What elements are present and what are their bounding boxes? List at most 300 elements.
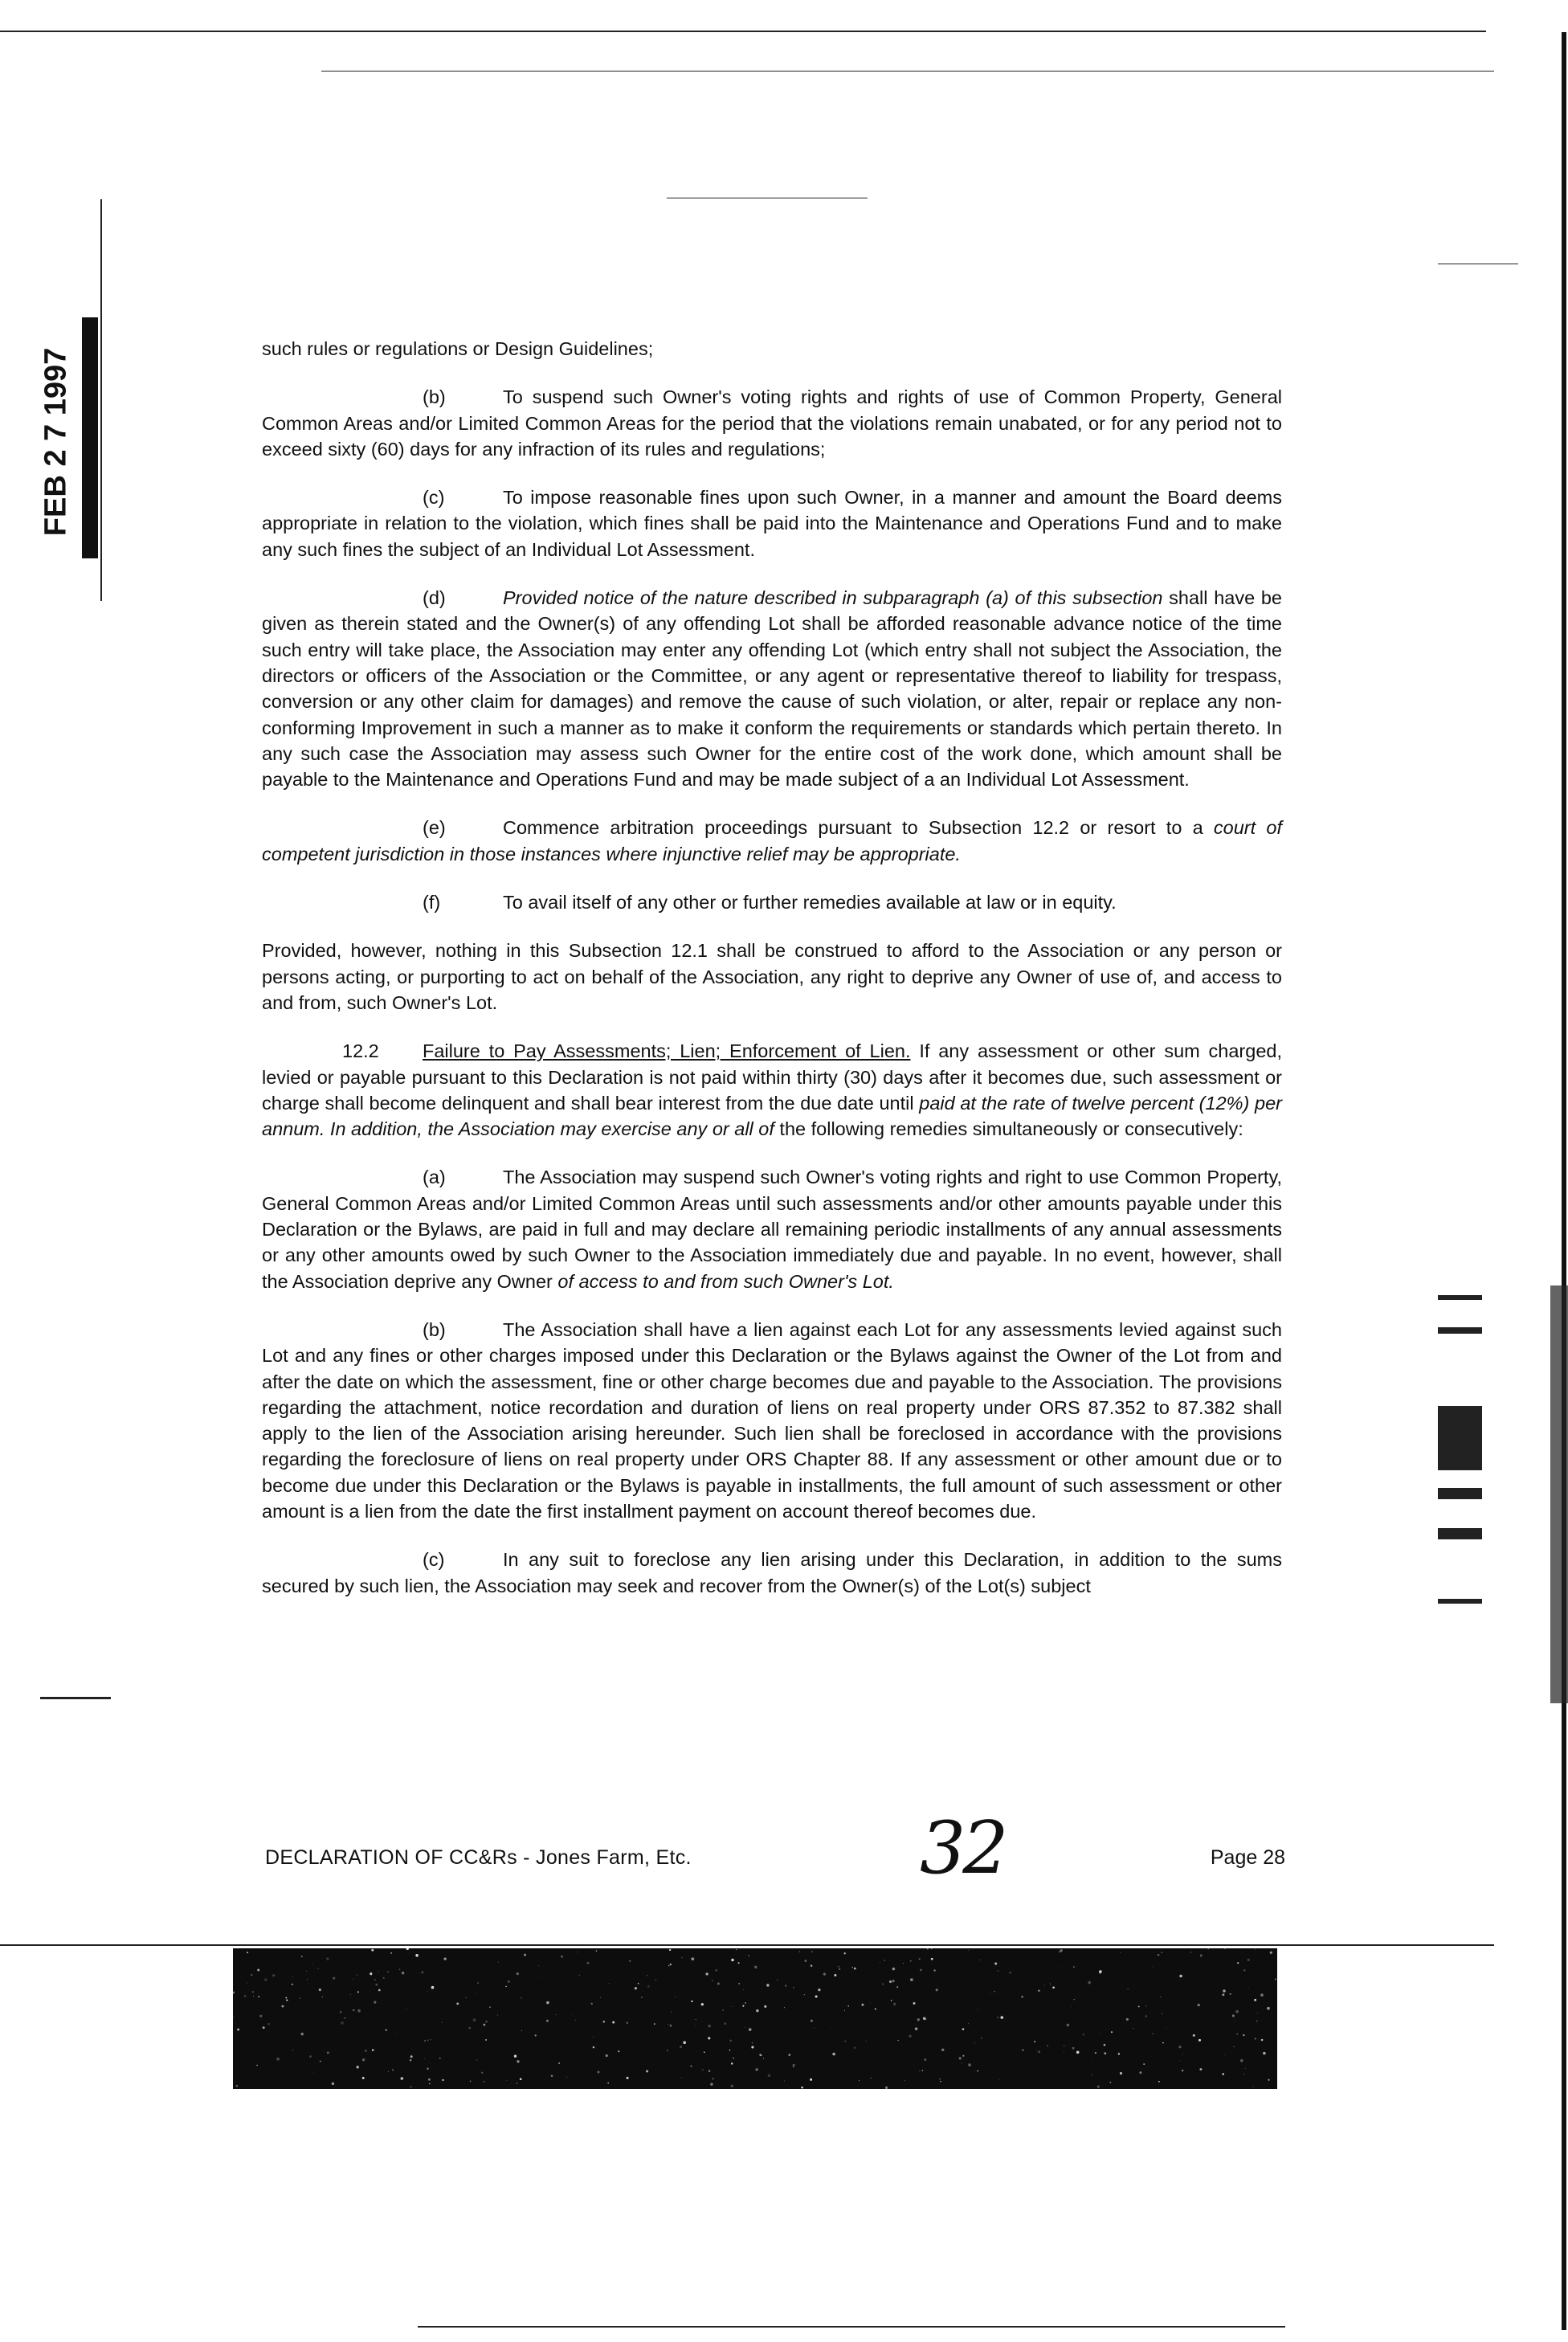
scan-speck bbox=[917, 2018, 920, 2021]
scan-speck bbox=[962, 2055, 964, 2057]
page-footer bbox=[265, 1806, 1285, 1890]
scan-speck bbox=[1252, 2086, 1253, 2087]
scan-speck bbox=[764, 2005, 766, 2008]
scan-speck bbox=[968, 2023, 969, 2024]
scan-speck bbox=[517, 2060, 519, 2062]
scan-speck bbox=[916, 1949, 917, 1950]
scan-speck bbox=[508, 1980, 510, 1983]
paragraph-c-foreclose: (c) In any suit to foreclose any lien arising under this Declaration, in addition to the sums secured by such lien, the Association may seek and recover from the Owner(s) of the Lot(s) subject bbox=[262, 1549, 1282, 1596]
scan-speck bbox=[566, 2077, 567, 2078]
scan-speck bbox=[259, 2015, 262, 2017]
date-stamp bbox=[32, 347, 80, 537]
scan-speck bbox=[606, 2054, 608, 2057]
scan-speck bbox=[1234, 2046, 1235, 2047]
scan-speck bbox=[1225, 2054, 1226, 2055]
scan-speck bbox=[415, 1954, 419, 1957]
scan-speck bbox=[350, 1994, 351, 1995]
scan-speck bbox=[1190, 1952, 1192, 1953]
scan-speck bbox=[844, 1952, 846, 1954]
scan-speck bbox=[702, 2069, 704, 2070]
scan-speck bbox=[1224, 1948, 1226, 1949]
scan-speck bbox=[1251, 1973, 1252, 1974]
scan-speck bbox=[1199, 2068, 1202, 2070]
scan-speck bbox=[733, 2058, 734, 2059]
scan-speck bbox=[1021, 1996, 1023, 1998]
scan-speck bbox=[933, 1969, 935, 1971]
scan-speck bbox=[247, 1952, 248, 1953]
scan-speck bbox=[306, 1971, 307, 1972]
scan-speck bbox=[590, 2003, 592, 2005]
scan-speck bbox=[1263, 2052, 1266, 2055]
paragraph-a-suspend-rights: (a) The Association may suspend such Owner's voting rights and right to use Common Property, General Common Areas and/or Limited Common Areas until such assessments and/or other amounts payable under this Declaration or the Bylaws, are paid in full and may declare all remaining periodic installments of any annual assessments or any other amounts owed by such Owner to the Association immediately due and payable. In no event, however, shall the Association deprive any Owner of access to and from such Owner's Lot. bbox=[262, 1167, 1282, 1292]
scan-speck bbox=[356, 1974, 357, 1976]
scan-speck bbox=[815, 1996, 818, 1998]
scan-speck bbox=[909, 2035, 911, 2037]
scan-speck bbox=[388, 2071, 389, 2072]
scan-speck bbox=[257, 1969, 259, 1972]
scan-speck bbox=[1179, 2061, 1180, 2062]
scan-speck bbox=[832, 2053, 835, 2056]
scan-speck bbox=[1158, 1954, 1160, 1956]
scan-speck bbox=[885, 2087, 888, 2089]
scan-speck bbox=[844, 2010, 845, 2011]
scan-speck bbox=[690, 2066, 692, 2067]
paragraph-provided: Provided, however, nothing in this Subsection 12.1 shall be construed to afford to the Association or any person or persons acting, or purporting to act on behalf of the Association, any right to deprive any Owner of use of, and access to and from, such Owner's Lot. bbox=[262, 940, 1282, 1013]
scan-speck bbox=[839, 1968, 840, 1970]
scan-speck bbox=[258, 1996, 259, 1997]
scan-speck bbox=[710, 2082, 713, 2085]
scan-speck bbox=[333, 1977, 335, 1980]
scan-speck bbox=[755, 2068, 757, 2070]
scan-speck bbox=[708, 2025, 710, 2027]
scan-speck bbox=[999, 2079, 1000, 2080]
scan-speck bbox=[854, 1968, 856, 1970]
paragraph-d-entry: (d) Provided notice of the nature described in subparagraph (a) of this subsection shall have be given as therein stated and the Owner(s) of any offending Lot shall be afforded reasonable advance notice of the time such entry will take place, the Association may enter any offending Lot (which entry shall not subject the Association, the directors or officers of the Association or the Committee, or any agent or representative thereof to liability for trespass, conversion or any other claim for damages) and remove the cause of such violation, or alter, repair or replace any non-conforming Improvement in such a manner as to make it conform the requirements or standards which pertain thereto. In any such case the Association may assess such Owner for the entire cost of the work done, which amount shall be payable to the Maintenance and Operations Fund and may be made subject of a an Individual Lot Assessment. bbox=[262, 587, 1282, 791]
scan-speck bbox=[309, 2055, 312, 2058]
scan-speck bbox=[327, 2052, 329, 2054]
scan-speck bbox=[374, 2001, 376, 2004]
scan-speck bbox=[730, 2085, 733, 2088]
scan-speck bbox=[1139, 2071, 1141, 2074]
scan-speck bbox=[889, 1980, 892, 1983]
scan-speck bbox=[875, 2008, 876, 2009]
scan-speck bbox=[724, 2022, 726, 2025]
scan-speck bbox=[974, 2043, 975, 2044]
scan-speck bbox=[1260, 1993, 1264, 1997]
scan-speck bbox=[1255, 1948, 1256, 1949]
scan-speck bbox=[870, 2002, 871, 2003]
scan-speck bbox=[600, 1997, 601, 1998]
scan-speck bbox=[731, 1959, 734, 1962]
scan-speck bbox=[456, 2003, 459, 2005]
scan-speck bbox=[804, 1994, 805, 1995]
scan-speck bbox=[320, 2061, 321, 2062]
scan-speck bbox=[763, 2058, 764, 2059]
scan-speck bbox=[1236, 2033, 1238, 2035]
scan-speck bbox=[994, 1991, 995, 1993]
scan-speck bbox=[629, 1960, 631, 1962]
scan-speck bbox=[1023, 2050, 1024, 2051]
scan-speck bbox=[375, 1984, 378, 1986]
scan-speck bbox=[854, 2047, 855, 2049]
scan-speck bbox=[468, 2027, 471, 2029]
scan-speck bbox=[485, 2039, 487, 2041]
scan-speck bbox=[484, 2024, 486, 2026]
scan-noise-specks bbox=[233, 1948, 1277, 2089]
scan-speck bbox=[540, 2088, 541, 2089]
scan-speck bbox=[546, 2001, 549, 2005]
scan-speck bbox=[340, 2011, 342, 2013]
scan-speck bbox=[428, 2078, 431, 2081]
scan-speck bbox=[1193, 2034, 1195, 2037]
scan-speck bbox=[481, 2072, 483, 2074]
scan-speck bbox=[424, 2040, 425, 2041]
scan-speck bbox=[1071, 2006, 1072, 2007]
scan-speck bbox=[1198, 2004, 1200, 2006]
top-scan-rule bbox=[0, 31, 1486, 32]
scan-speck bbox=[896, 1986, 898, 1988]
scan-speck bbox=[264, 1978, 267, 1981]
scan-speck bbox=[968, 1950, 969, 1951]
scan-speck bbox=[1000, 2016, 1003, 2019]
scan-speck bbox=[701, 2003, 704, 2005]
scan-speck bbox=[704, 2051, 705, 2053]
scan-speck bbox=[587, 1962, 590, 1964]
scan-speck bbox=[421, 1971, 423, 1973]
scan-speck bbox=[341, 2021, 344, 2025]
scan-speck bbox=[575, 2020, 576, 2021]
scan-speck bbox=[866, 2041, 867, 2042]
scan-speck bbox=[374, 1979, 376, 1980]
scan-speck bbox=[941, 2049, 945, 2052]
scan-speck bbox=[1076, 2051, 1080, 2054]
scan-speck bbox=[357, 2009, 361, 2013]
scan-speck bbox=[233, 2016, 234, 2017]
scan-speck bbox=[680, 2046, 682, 2048]
scan-speck bbox=[362, 2058, 365, 2061]
scan-speck bbox=[395, 2032, 396, 2033]
scan-speck bbox=[1200, 1957, 1201, 1958]
scan-speck bbox=[1158, 2081, 1160, 2082]
scan-speck bbox=[1104, 2044, 1106, 2046]
scan-speck bbox=[1268, 2079, 1269, 2081]
scan-speck bbox=[844, 2041, 846, 2042]
scan-speck bbox=[834, 1974, 836, 1976]
scan-speck bbox=[691, 2001, 692, 2002]
scan-speck bbox=[443, 1957, 446, 1960]
margin-rule-left-2 bbox=[40, 1697, 111, 1699]
scan-speck bbox=[506, 2080, 507, 2081]
scan-speck bbox=[920, 1969, 922, 1972]
scan-speck bbox=[466, 1997, 467, 1998]
scan-speck bbox=[1179, 1975, 1182, 1978]
right-mark-2 bbox=[1438, 1327, 1482, 1334]
scan-speck bbox=[681, 1957, 682, 1958]
scan-speck bbox=[301, 2033, 304, 2035]
scan-speck bbox=[814, 2028, 815, 2029]
scan-speck bbox=[292, 1984, 293, 1985]
scan-speck bbox=[1223, 1989, 1225, 1992]
document-body bbox=[262, 336, 1282, 1621]
scan-speck bbox=[1097, 2086, 1100, 2088]
scan-speck bbox=[1145, 2005, 1146, 2006]
scan-speck bbox=[1060, 1949, 1063, 1952]
scan-speck bbox=[924, 2058, 926, 2061]
scan-speck bbox=[609, 1983, 610, 1984]
scan-speck bbox=[1036, 2050, 1037, 2051]
top-scan-rule-2 bbox=[321, 71, 1494, 72]
scan-speck bbox=[922, 2070, 923, 2071]
scan-speck bbox=[301, 1956, 303, 1957]
right-mark-5 bbox=[1438, 1528, 1482, 1539]
scan-speck bbox=[1145, 2015, 1147, 2017]
scan-speck bbox=[749, 2028, 752, 2031]
scan-speck bbox=[977, 2009, 978, 2010]
scan-speck bbox=[282, 2005, 284, 2008]
scan-speck bbox=[1091, 2074, 1092, 2075]
scan-speck bbox=[1099, 1970, 1102, 1973]
scan-speck bbox=[1207, 1948, 1209, 1949]
scan-speck bbox=[627, 2077, 629, 2079]
handwritten-number: 32 bbox=[920, 1806, 1006, 1890]
scan-speck bbox=[1245, 2068, 1246, 2069]
scan-speck bbox=[286, 2000, 288, 2001]
scan-speck bbox=[507, 2048, 508, 2049]
scan-speck bbox=[521, 1997, 522, 1999]
scan-speck bbox=[491, 2054, 492, 2055]
scan-speck bbox=[761, 2055, 762, 2057]
scan-speck bbox=[1232, 2014, 1235, 2017]
scan-speck bbox=[745, 2002, 746, 2004]
scan-speck bbox=[736, 1949, 737, 1950]
scan-speck bbox=[784, 2081, 785, 2082]
margin-rule-very-bottom bbox=[418, 2326, 1285, 2328]
scan-speck bbox=[1261, 2039, 1264, 2042]
scan-speck bbox=[716, 1969, 717, 1971]
scan-speck bbox=[940, 2081, 941, 2082]
scan-speck bbox=[968, 2063, 971, 2066]
scan-speck bbox=[712, 1980, 713, 1981]
scan-speck bbox=[1267, 2007, 1270, 2010]
scan-speck bbox=[670, 1964, 672, 1965]
scan-speck bbox=[994, 1962, 997, 1964]
scan-speck bbox=[470, 2081, 472, 2082]
scan-speck bbox=[743, 1989, 744, 1990]
scan-speck bbox=[731, 2062, 733, 2064]
scan-speck bbox=[497, 2015, 498, 2016]
scan-speck bbox=[319, 1988, 321, 1991]
scan-speck bbox=[276, 2058, 280, 2061]
scan-speck bbox=[805, 1960, 807, 1962]
scan-speck bbox=[904, 2080, 905, 2081]
scan-speck bbox=[1104, 2052, 1106, 2054]
scan-speck bbox=[598, 2071, 600, 2074]
scan-speck bbox=[516, 2082, 517, 2084]
scan-speck bbox=[485, 2021, 487, 2022]
scan-speck bbox=[318, 1968, 319, 1969]
scan-speck bbox=[607, 2082, 609, 2084]
scan-speck bbox=[671, 2011, 672, 2013]
scan-speck bbox=[1178, 2046, 1181, 2048]
scan-speck bbox=[477, 1982, 479, 1984]
right-mark-1 bbox=[1438, 1295, 1482, 1300]
scan-speck bbox=[793, 1987, 794, 1988]
scan-speck bbox=[627, 2022, 629, 2025]
scan-speck bbox=[402, 1972, 404, 1974]
scan-speck bbox=[910, 1978, 913, 1981]
scan-speck bbox=[654, 2023, 655, 2025]
scan-speck bbox=[705, 1972, 708, 1975]
scan-speck bbox=[931, 1948, 932, 1949]
scan-speck bbox=[253, 1996, 254, 1997]
scan-speck bbox=[1143, 2063, 1145, 2065]
scan-speck bbox=[1182, 2070, 1183, 2071]
scan-speck bbox=[427, 1991, 428, 1992]
scan-speck bbox=[558, 2062, 560, 2064]
scan-speck bbox=[730, 2040, 732, 2042]
scan-speck bbox=[1247, 1959, 1250, 1961]
scan-speck bbox=[357, 1991, 359, 1993]
scan-speck bbox=[892, 1968, 896, 1971]
scan-speck bbox=[635, 1987, 637, 1989]
scan-speck bbox=[1072, 2047, 1075, 2050]
scan-speck bbox=[489, 2006, 491, 2008]
scan-speck bbox=[959, 2057, 962, 2059]
scan-speck bbox=[427, 2068, 428, 2070]
scan-speck bbox=[1222, 2073, 1224, 2075]
scan-speck bbox=[1058, 1967, 1059, 1968]
scan-speck bbox=[313, 2072, 314, 2073]
scan-speck bbox=[579, 1975, 580, 1976]
scan-speck bbox=[603, 2021, 605, 2022]
scan-speck bbox=[683, 2041, 686, 2044]
scan-speck bbox=[646, 2070, 648, 2073]
scan-speck bbox=[1120, 2072, 1122, 2074]
scan-speck bbox=[357, 2066, 359, 2068]
scan-speck bbox=[1256, 2021, 1258, 2022]
scan-speck bbox=[927, 1948, 929, 1950]
scan-speck bbox=[903, 1963, 904, 1964]
scan-speck bbox=[882, 1983, 884, 1984]
scan-speck bbox=[410, 2055, 413, 2058]
scan-speck bbox=[851, 1967, 852, 1968]
scan-speck bbox=[1126, 2018, 1129, 2021]
scan-speck bbox=[717, 1982, 720, 1984]
scan-speck bbox=[893, 2003, 896, 2005]
scan-speck bbox=[546, 2020, 549, 2022]
scan-speck bbox=[476, 2059, 477, 2060]
scan-speck bbox=[1243, 1969, 1245, 1971]
scan-speck bbox=[793, 2066, 794, 2067]
scan-speck bbox=[1222, 1993, 1224, 1996]
scan-speck bbox=[754, 1966, 757, 1968]
footer-title: DECLARATION OF CC&Rs - Jones Farm, Etc. bbox=[265, 1846, 692, 1869]
scan-speck bbox=[427, 2040, 428, 2041]
scan-speck bbox=[541, 1977, 542, 1978]
scan-speck bbox=[572, 2014, 573, 2015]
scan-speck bbox=[521, 2030, 522, 2031]
scan-speck bbox=[1138, 2006, 1140, 2008]
scan-speck bbox=[618, 2050, 619, 2052]
paragraph-intro: such rules or regulations or Design Guidelines; bbox=[262, 338, 654, 359]
scan-speck bbox=[1083, 2033, 1084, 2035]
scan-speck bbox=[811, 1964, 813, 1967]
scan-speck bbox=[1111, 2031, 1113, 2033]
scan-speck bbox=[655, 1979, 656, 1980]
scan-speck bbox=[1166, 2028, 1167, 2029]
scan-speck bbox=[1270, 1952, 1272, 1954]
scan-speck bbox=[344, 2017, 345, 2019]
scan-speck bbox=[859, 2080, 860, 2081]
scan-speck bbox=[1230, 1993, 1231, 1995]
scan-speck bbox=[1153, 1966, 1154, 1967]
paragraph-e-arbitration: (e) Commence arbitration proceedings pursuant to Subsection 12.2 or resort to a court of competent jurisdiction in those instances where injunctive relief may be appropriate. bbox=[262, 817, 1282, 864]
paragraph-12-2: 12.2 Failure to Pay Assessments; Lien; Enforcement of Lien. If any assessment or other sum charged, levied or payable pursuant to this Declaration is not paid within thirty (30) days after it becomes due, such assessment or charge shall become delinquent and shall bear interest from the due date until paid at the rate of twelve percent (12%) per annum. In addition, the Association may exercise any or all of the following remedies simultaneously or consecutively: bbox=[262, 1040, 1282, 1140]
scan-speck bbox=[267, 2023, 270, 2025]
margin-rule-left bbox=[100, 199, 102, 601]
scan-speck bbox=[596, 1950, 597, 1951]
scan-speck bbox=[538, 1965, 539, 1966]
scan-speck bbox=[838, 1966, 839, 1968]
right-mark-3 bbox=[1438, 1406, 1482, 1470]
scan-speck bbox=[785, 1985, 786, 1987]
scan-speck bbox=[897, 2040, 898, 2041]
scan-speck bbox=[441, 2022, 443, 2024]
scan-speck bbox=[593, 2046, 594, 2048]
scan-speck bbox=[524, 1954, 526, 1956]
scan-speck bbox=[424, 2058, 425, 2059]
scan-speck bbox=[910, 1960, 912, 1962]
scan-speck bbox=[1038, 1989, 1040, 1992]
scan-speck bbox=[498, 1962, 499, 1963]
scan-speck bbox=[768, 2074, 771, 2077]
scan-speck bbox=[263, 2026, 265, 2029]
scan-speck bbox=[708, 2070, 710, 2071]
scan-speck bbox=[1109, 2082, 1111, 2083]
scan-speck bbox=[292, 1976, 293, 1977]
scan-speck bbox=[1052, 1986, 1055, 1988]
scan-speck bbox=[1034, 2041, 1035, 2042]
scan-speck bbox=[861, 2004, 864, 2006]
scan-speck bbox=[788, 2054, 790, 2056]
scan-speck bbox=[1133, 2028, 1134, 2029]
scan-speck bbox=[1235, 2010, 1239, 2013]
scan-speck bbox=[962, 2028, 965, 2030]
scan-speck bbox=[272, 1974, 275, 1976]
scan-speck bbox=[1248, 1988, 1249, 1989]
scan-speck bbox=[708, 2037, 710, 2039]
scan-speck bbox=[1237, 1962, 1239, 1964]
stamp-bar bbox=[82, 317, 98, 558]
scan-speck bbox=[670, 2025, 672, 2027]
scan-speck bbox=[919, 2070, 920, 2071]
scan-speck bbox=[307, 1979, 308, 1980]
margin-rule-bottom bbox=[0, 1944, 1494, 1946]
scan-speck bbox=[1240, 2059, 1243, 2062]
scan-speck bbox=[1073, 1966, 1075, 1968]
scan-speck bbox=[1198, 2039, 1201, 2042]
scan-speck bbox=[1275, 1979, 1276, 1980]
scan-speck bbox=[915, 2027, 918, 2030]
scan-speck bbox=[925, 2018, 927, 2021]
scan-speck bbox=[406, 1948, 409, 1950]
scan-speck bbox=[1255, 2037, 1256, 2039]
scan-speck bbox=[372, 2049, 374, 2050]
right-scan-edge bbox=[1550, 32, 1568, 2330]
scan-speck bbox=[409, 1953, 410, 1954]
scan-speck bbox=[1200, 1955, 1203, 1957]
scan-speck bbox=[1254, 1999, 1256, 2001]
